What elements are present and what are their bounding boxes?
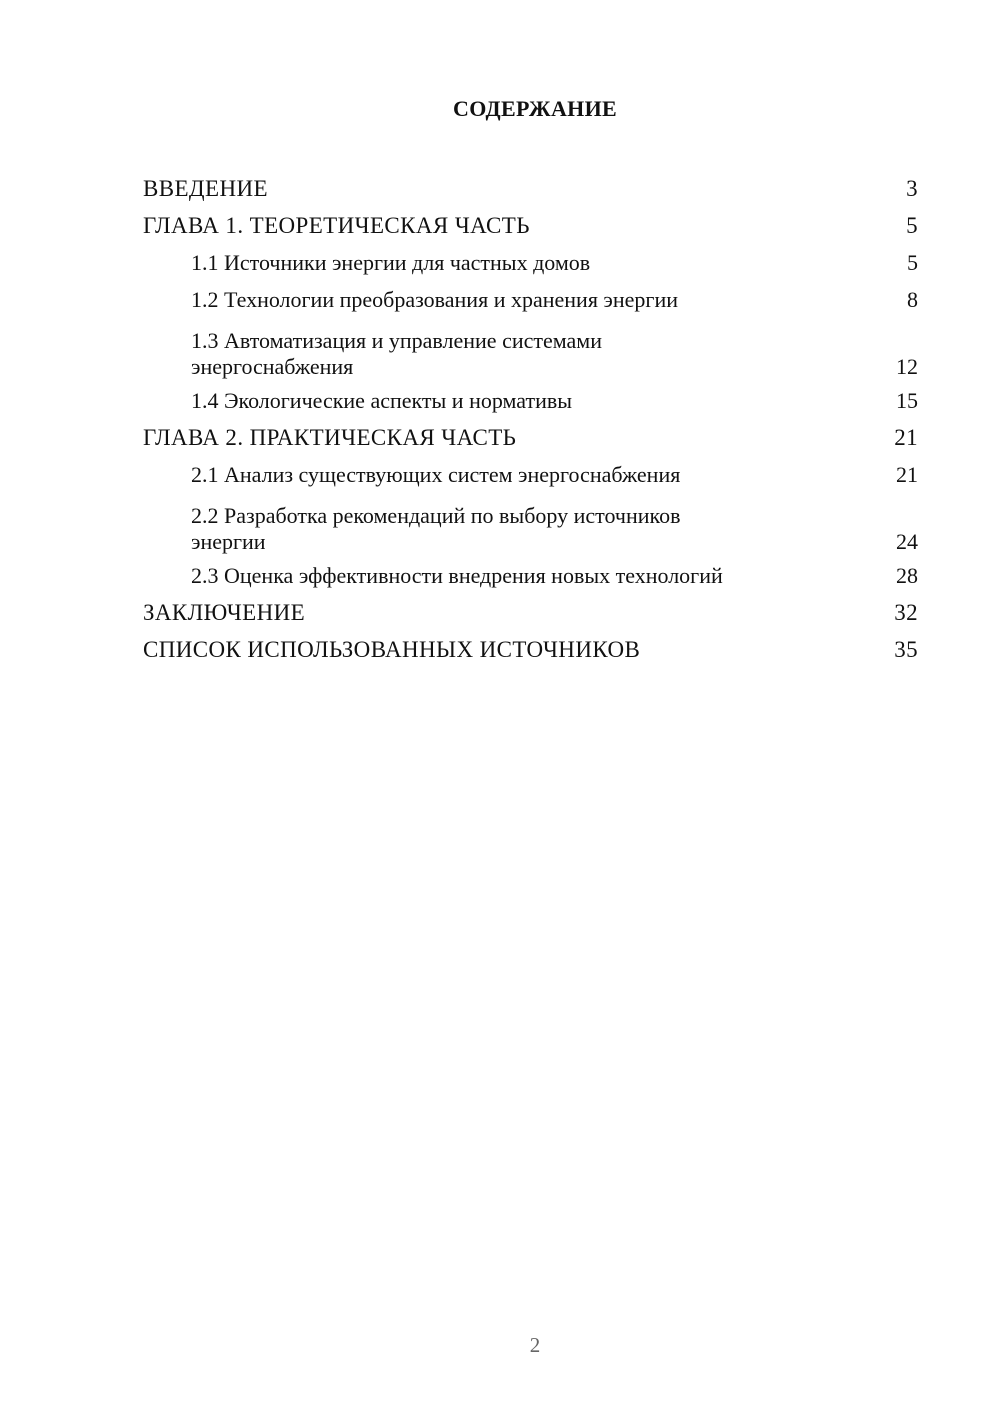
toc-entry-page: 21 (896, 462, 918, 487)
toc-entry-page: 21 (894, 425, 918, 450)
toc-entry-label: ВВЕДЕНИЕ (143, 176, 268, 201)
toc-entry-page: 8 (907, 287, 918, 312)
toc-entry-page: 24 (896, 529, 918, 554)
toc-entry-page: 28 (896, 563, 918, 588)
toc-entry-section-2-3 (143, 555, 918, 592)
toc-entry-section-1-2 (143, 279, 918, 316)
toc-entry-page: 3 (906, 176, 918, 201)
toc-entry-label: 1.2 Технологии преобразования и хранения энергии (191, 287, 678, 312)
toc-entry-page: 32 (894, 600, 918, 625)
table-of-contents (143, 168, 918, 666)
toc-entry-introduction (143, 168, 918, 205)
toc-entry-label: ЗАКЛЮЧЕНИЕ (143, 600, 306, 625)
toc-entry-section-1-1 (143, 242, 918, 279)
toc-entry-references (143, 629, 918, 666)
toc-entry-label: СПИСОК ИСПОЛЬЗОВАННЫХ ИСТОЧНИКОВ (143, 637, 641, 662)
toc-entry-section-1-4 (143, 380, 918, 417)
toc-entry-chapter-2 (143, 417, 918, 454)
toc-entry-chapter-1 (143, 205, 918, 242)
toc-entry-label: 2.2 Разработка рекомендаций по выбору источников энергии (191, 503, 681, 554)
toc-entry-page: 12 (896, 354, 918, 379)
toc-entry-section-2-1 (143, 454, 918, 491)
toc-entry-label: ГЛАВА 2. ПРАКТИЧЕСКАЯ ЧАСТЬ (143, 425, 517, 450)
toc-entry-label: 1.4 Экологические аспекты и нормативы (191, 388, 573, 413)
toc-entry-conclusion (143, 592, 918, 629)
toc-entry-section-1-3 (143, 316, 918, 380)
toc-entry-page: 5 (906, 213, 918, 238)
toc-entry-page: 15 (896, 388, 918, 413)
page-title: СОДЕРЖАНИЕ (453, 96, 617, 121)
page-number: 2 (529, 1333, 541, 1357)
toc-entry-page: 5 (907, 250, 918, 275)
toc-entry-label: 1.3 Автоматизация и управление системами энергоснабжения (191, 328, 602, 379)
toc-entry-label: ГЛАВА 1. ТЕОРЕТИЧЕСКАЯ ЧАСТЬ (143, 213, 530, 238)
toc-entry-label: 2.1 Анализ существующих систем энергоснабжения (191, 462, 681, 487)
toc-entry-label: 1.1 Источники энергии для частных домов (191, 250, 591, 275)
toc-entry-label: 2.3 Оценка эффективности внедрения новых технологий (191, 563, 723, 588)
toc-entry-page: 35 (894, 637, 918, 662)
toc-entry-section-2-2 (143, 491, 918, 555)
